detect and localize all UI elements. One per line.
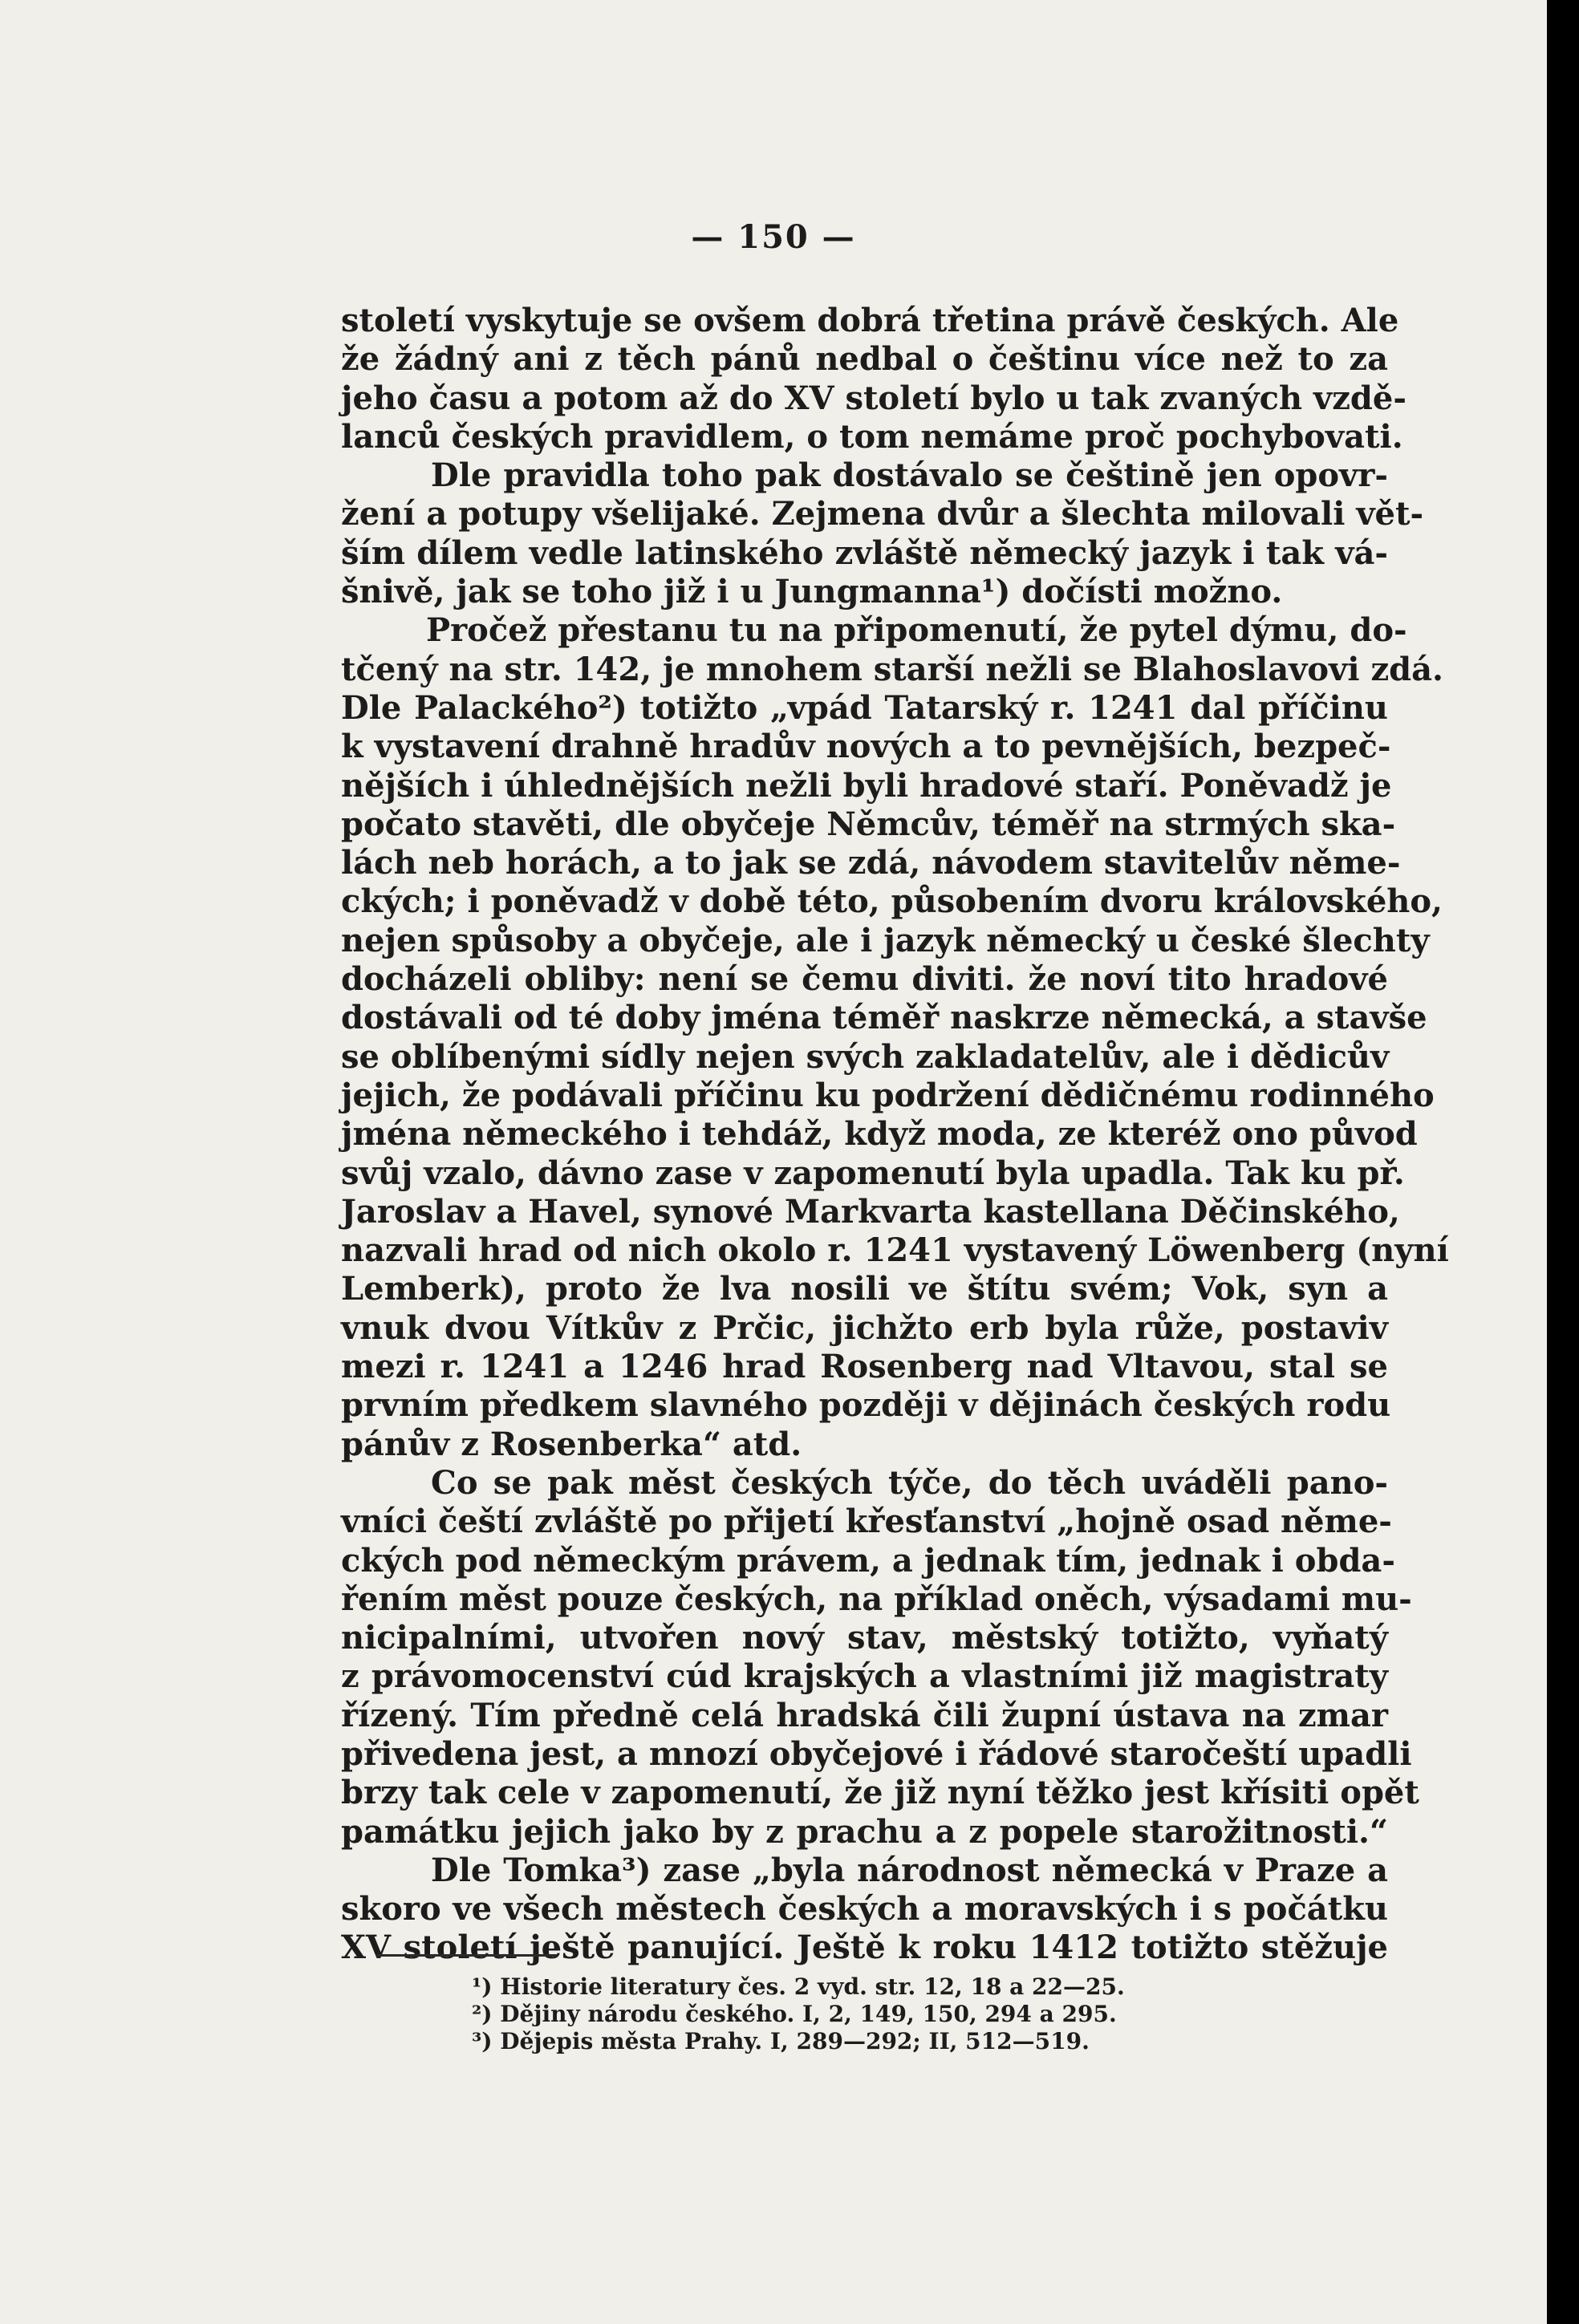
text-line: mezi r. 1241 a 1246 hrad Rosenberg nad Vltavou, stal se: [341, 1348, 1388, 1386]
text-line: Jaroslav a Havel, synové Markvarta kastellana Děčinského,: [341, 1192, 1400, 1231]
text-line: skoro ve všech městech českých a moravských i s počátku: [341, 1890, 1388, 1929]
text-line: Co se pak měst českých týče, do těch uváděli pano-: [431, 1463, 1388, 1502]
text-line: vníci čeští zvláště po přijetí křesťanství „hojně osad něme-: [341, 1503, 1392, 1541]
text-line: prvním předkem slavného později v dějinách českých rodu: [341, 1386, 1391, 1425]
text-line: přivedena jest, a mnozí obyčejové i řádové staročeští upadli: [341, 1734, 1412, 1773]
footnote-rule: [377, 1954, 558, 1957]
text-line: Dle Palackého²) totižto „vpád Tatarský r. 1241 dal příčinu: [341, 688, 1388, 727]
text-line: XV století ještě panující. Ještě k roku 1412 totižto stěžuje: [341, 1929, 1388, 1967]
text-line: Dle pravidla toho pak dostávalo se češtině jen opovr-: [431, 456, 1388, 495]
text-line: brzy tak cele v zapomenutí, že již nyní těžko jest křísiti opět: [341, 1774, 1419, 1812]
text-line: k vystavení drahně hradův nových a to pevnějších, bezpeč-: [341, 728, 1391, 766]
text-line: Dle Tomka³) zase „byla národnost německá v Praze a: [431, 1851, 1388, 1889]
text-line: dostávali od té doby jména téměř naskrze německá, a stavše: [341, 999, 1427, 1037]
text-line: Pročež přestanu tu na připomenutí, že pytel dýmu, do-: [426, 611, 1407, 650]
text-line: lách neb horách, a to jak se zdá, návodem stavitelův něme-: [341, 844, 1401, 882]
text-line: lanců českých pravidlem, o tom nemáme proč pochybovati.: [341, 417, 1403, 456]
text-line: nejen spůsoby a obyčeje, ale i jazyk německý u české šlechty: [341, 921, 1430, 959]
text-line: pánův z Rosenberka“ atd.: [341, 1425, 802, 1463]
text-line: docházeli obliby: není se čemu diviti. že noví tito hradové: [341, 960, 1388, 999]
text-line: že žádný ani z těch pánů nedbal o češtinu více než to za: [341, 340, 1388, 379]
text-line: památku jejich jako by z prachu a z popele starožitnosti.“: [341, 1812, 1388, 1851]
text-line: z právomocenství cúd krajských a vlastními již magistraty: [341, 1657, 1388, 1696]
text-line: ckých; i poněvadž v době této, působením dvoru královského,: [341, 882, 1443, 921]
page-number: — 150 —: [691, 218, 856, 256]
text-line: tčený na str. 142, je mnohem starší nežli se Blahoslavovi zdá.: [341, 650, 1443, 688]
text-line: Lemberk), proto že lva nosili ve štítu svém; Vok, syn a: [341, 1270, 1388, 1308]
text-line: nazvali hrad od nich okolo r. 1241 vystavený Löwenberg (nyní: [341, 1231, 1449, 1270]
text-line: století vyskytuje se ovšem dobrá třetina právě českých. Ale: [341, 302, 1399, 339]
text-line: se oblíbenými sídly nejen svých zakladatelův, ale i dědicův: [341, 1037, 1390, 1076]
text-line: ckých pod německým právem, a jednak tím, jednak i obda-: [341, 1541, 1395, 1580]
text-line: šnivě, jak se toho již i u Jungmanna¹) dočísti možno.: [341, 573, 1283, 611]
text-line: svůj vzalo, dávno zase v zapomenutí byla upadla. Tak ku př.: [341, 1154, 1405, 1192]
text-line: řízený. Tím předně celá hradská čili župní ústava na zmar: [341, 1696, 1388, 1734]
footnote: ³) Dějepis města Prahy. I, 289—292; II, 512—519.: [472, 2028, 1090, 2054]
text-line: počato stavěti, dle obyčeje Němcův, téměř na strmých ska-: [341, 805, 1396, 843]
text-line: nicipalními, utvořen nový stav, městský totižto, vyňatý: [341, 1619, 1388, 1657]
text-line: nějších i úhlednějších nežli byli hradové staří. Poněvadž je: [341, 766, 1392, 805]
footnote: ¹) Historie literatury čes. 2 vyd. str. 12, 18 a 22—25.: [472, 1973, 1125, 2000]
text-line: jména německého i tehdáž, když moda, ze kteréž ono původ: [341, 1115, 1418, 1154]
text-line: vnuk dvou Vítkův z Prčic, jichžto erb byla růže, postaviv: [341, 1308, 1388, 1347]
text-line: ším dílem vedle latinského zvláště německý jazyk i tak vá-: [341, 533, 1388, 572]
scan-edge: [1547, 0, 1579, 2324]
text-line: žení a potupy všelijaké. Zejmena dvůr a šlechta milovali vět-: [341, 495, 1424, 533]
text-line: jejich, že podávali příčinu ku podržení dědičnému rodinného: [341, 1076, 1435, 1114]
text-line: jeho času a potom až do XV století bylo u tak zvaných vzdě-: [341, 379, 1406, 417]
text-line: řením měst pouze českých, na příklad oněch, výsadami mu-: [341, 1580, 1412, 1618]
body-text: [341, 302, 1449, 1968]
footnotes: [472, 1973, 1125, 2055]
footnote: ²) Dějiny národu českého. I, 2, 149, 150, 294 a 295.: [472, 2001, 1117, 2027]
